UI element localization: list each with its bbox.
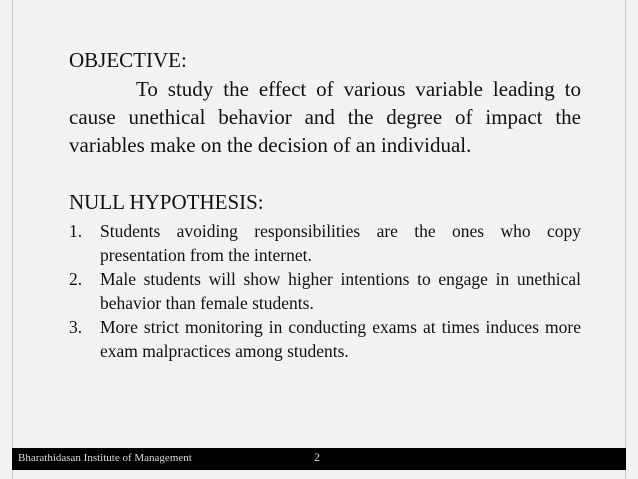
- slide-content: [69, 47, 581, 363]
- hypothesis-text: Students avoiding responsibilities are the ones who copy presentation from the internet.: [100, 221, 581, 265]
- slide-border-right: [625, 0, 626, 479]
- objective-heading: OBJECTIVE:: [69, 48, 187, 72]
- hypothesis-number: 2.: [69, 269, 83, 289]
- null-hypothesis-heading: NULL HYPOTHESIS:: [69, 190, 264, 214]
- page-number: 2: [314, 450, 320, 464]
- objective-text: To study the effect of various variable leading to cause unethical behavior and the degree of impact the variables make on the decision of an individual.: [69, 77, 581, 157]
- hypothesis-item: [69, 219, 581, 267]
- slide-border-left: [12, 0, 13, 479]
- hypothesis-item: [69, 267, 581, 315]
- hypothesis-text: Male students will show higher intentions to engage in unethical behavior than female students.: [100, 269, 581, 313]
- footer-institution: Bharathidasan Institute of Management: [18, 452, 192, 464]
- hypothesis-number: 1.: [69, 221, 83, 241]
- hypothesis-list: [69, 219, 581, 363]
- hypothesis-number: 3.: [69, 317, 83, 337]
- hypothesis-item: [69, 315, 581, 363]
- hypothesis-text: More strict monitoring in conducting exams at times induces more exam malpractices among students.: [100, 317, 581, 361]
